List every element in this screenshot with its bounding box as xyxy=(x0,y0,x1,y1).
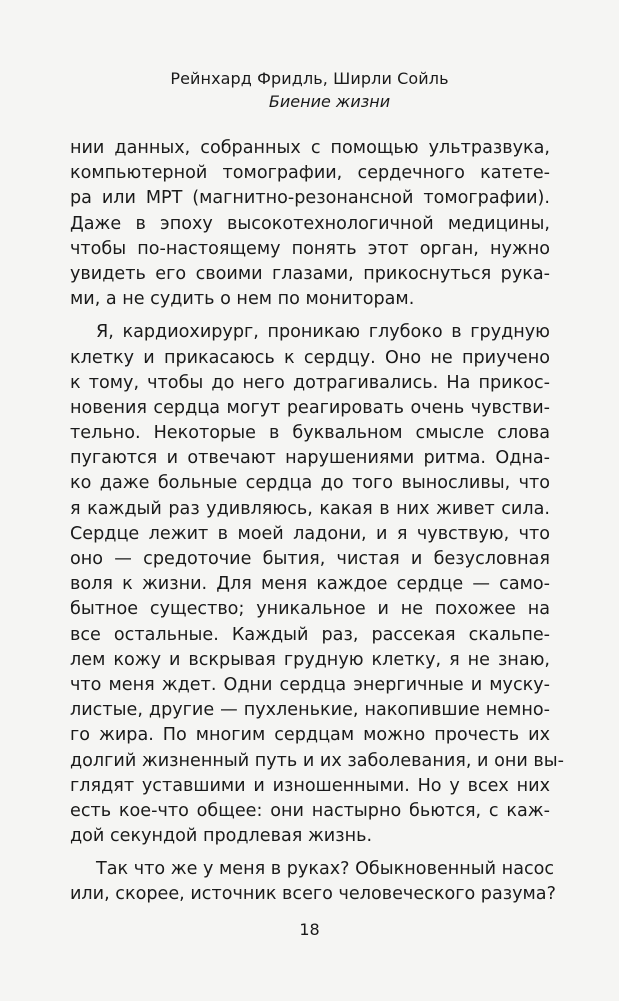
header-authors: Рейнхард Фридль, Ширли Сойль xyxy=(170,69,449,88)
text-line: ра или МРТ (магнитно-резонансной томографии). xyxy=(70,188,550,209)
text-line: ми, а не судить о нем по мониторам. xyxy=(70,289,415,310)
text-line: нии данных, собранных с помощью ультразвука, xyxy=(70,138,550,158)
text-line: бытное существо; уникальное и не похожее на xyxy=(70,599,550,620)
text-line: пугаются и отвечают нарушениями ритма. Одна- xyxy=(70,448,550,469)
text-line: долгий жизненный путь и их заболевания, и они вы- xyxy=(70,750,564,771)
paragraph xyxy=(70,136,550,312)
text-line: чтобы по-настоящему понять этот орган, нужно xyxy=(70,238,550,259)
text-line: го жира. По многим сердцам можно прочесть их xyxy=(70,725,550,746)
text-line: компьютерной томографии, сердечного катете- xyxy=(70,163,550,184)
text-line: листые, другие — пухленькие, накопившие немно- xyxy=(70,700,550,721)
text-line: я каждый раз удивляюсь, какая в них живет сила. xyxy=(70,498,550,519)
text-line: все остальные. Каждый раз, рассекая скальпе- xyxy=(70,624,550,645)
text-line: воля к жизни. Для меня каждое сердце — само- xyxy=(70,574,550,595)
text-line: или, скорее, источник всего человеческого разума? xyxy=(70,884,556,905)
body-text xyxy=(70,136,564,916)
running-header xyxy=(0,68,619,113)
text-line: Так что же у меня в руках? Обыкновенный насос xyxy=(96,859,555,880)
text-line: Даже в эпоху высокотехнологичной медицины, xyxy=(70,213,550,234)
text-line: дой секундой продлевая жизнь. xyxy=(70,826,373,847)
text-line: новения сердца могут реагировать очень чувстви- xyxy=(70,397,550,418)
text-line: к тому, чтобы до него дотрагивались. На прикос- xyxy=(70,372,550,393)
paragraph xyxy=(70,320,564,849)
text-line: глядят уставшими и изношенными. Но у всех них xyxy=(70,775,550,796)
text-line: лем кожу и вскрывая грудную клетку, я не знаю, xyxy=(70,649,550,670)
header-book-title: Биение жизни xyxy=(268,92,391,111)
text-line: Сердце лежит в моей ладони, и я чувствую, что xyxy=(70,523,550,544)
text-line: оно — средоточие бытия, чистая и безусловная xyxy=(70,549,550,569)
page-number: 18 xyxy=(299,920,320,939)
text-line: клетку и прикасаюсь к сердцу. Оно не приучено xyxy=(70,347,550,368)
text-line: что меня ждет. Одни сердца энергичные и муску- xyxy=(70,674,550,695)
text-line: есть кое-что общее: они настырно бьются, с каж- xyxy=(70,800,550,821)
paragraph xyxy=(70,857,556,907)
text-line: увидеть его своими глазами, прикоснуться рука- xyxy=(70,263,550,284)
text-line: Я, кардиохирург, проникаю глубоко в грудную xyxy=(96,322,550,343)
text-line: ко даже больные сердца до того выносливы, что xyxy=(70,473,550,494)
text-line: тельно. Некоторые в буквальном смысле слова xyxy=(70,423,550,444)
